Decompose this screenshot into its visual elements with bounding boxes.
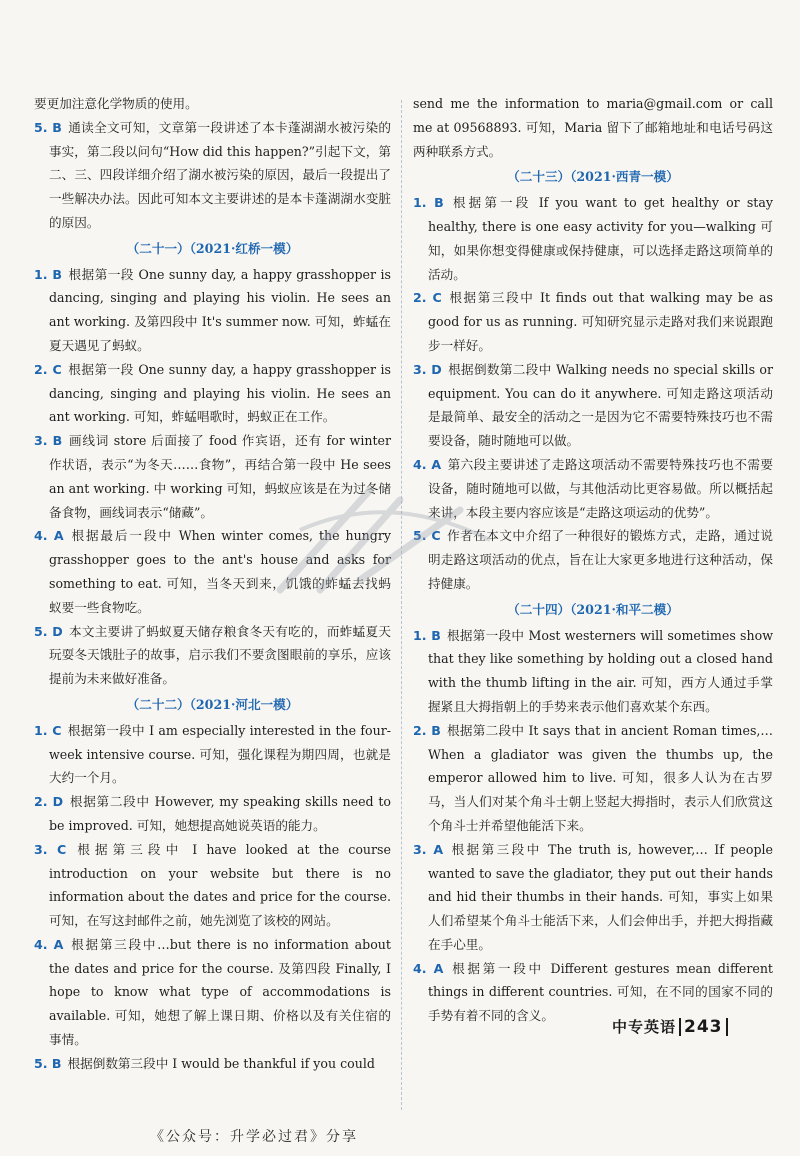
answer-number: 4. A [413,456,442,472]
answer-item [34,429,391,524]
answer-item [413,191,773,286]
answer-explanation: 根据倒数第三段中 I would be thankful if you could [67,1055,375,1071]
answer-number: 1. C [34,722,62,738]
answer-explanation: 根据第一段中 Most westerners will sometimes show that they like something by holding out a closed hand with the thumb lifting in the air. 可知，西方人通过手掌握紧且大拇指朝上的手势来表示他们喜欢某个东西。 [428,627,773,714]
answer-explanation: 根据第一段中 I am especially interested in the four-week intensive course. 可知，强化课程为期四周，也就是大约一个月。 [49,722,391,786]
answer-number: 5. B [34,119,62,135]
answer-number: 4. A [34,936,64,952]
answer-number: 5. B [34,1055,62,1071]
answer-number: 3. D [413,361,442,377]
right-column [413,92,773,1028]
answer-number: 2. C [413,290,442,306]
answer-item [34,933,391,1052]
answer-explanation: 画线词 store 后面接了 food 作宾语，还有 for winter 作状语，表示“为冬天……食物”，再结合第一段中 He sees an ant working. 中 working 可知，蚂蚁应该是在为过冬储备食物，画线词表示“储藏”。 [49,433,392,520]
page-number: 243 [679,1018,728,1036]
answer-item [413,838,773,957]
answer-item [34,358,391,429]
section-heading: （二十三）（2021·西青一模） [507,169,679,185]
book-title: 中专英语 [612,1018,677,1036]
answer-explanation: 根据第三段中 The truth is, however,… If people wanted to save the gladiator, they put out their hands and hid their thumbs in their hands. 可知，事实上如果人们希望某个角斗士能活下来，人们会伸出手，并把大拇指藏在手心里。 [428,841,773,952]
answer-number: 2. B [413,722,441,738]
section-heading: （二十二）（2021·河北一模） [126,696,299,712]
answer-explanation: 第六段主要讲述了走路这项活动不需要特殊技巧也不需要设备，随时随地可以做，与其他活动比更容易做。所以概括起来讲，本段主要内容应该是“走路这项运动的优势”。 [428,456,773,520]
answer-number: 3. A [413,841,444,857]
answer-number: 3. B [34,433,63,449]
answer-explanation: 根据第三段中…but there is no information about the dates and price for the course. 及第四段 Finally, I hope to know what type of accommodations is available. 可知，她想了解上课日期、价格以及有关住宿的事情。 [49,936,391,1048]
left-column [34,92,391,1076]
answer-item [413,286,773,357]
answer-number: 2. D [34,794,64,810]
answer-explanation: 本文主要讲了蚂蚁夏天储存粮食冬天有吃的，而蚱蜢夏天玩耍冬天饿肚子的故事，启示我们不要贪图眼前的享乐，应该提前为未来做好准备。 [49,623,391,687]
answer-explanation: 根据第二段中 It says that in ancient Roman times,… When a gladiator was given the thumbs up, the emperor allowed him to live. 可知，很多人认为在古罗马，当人们对某个角斗士朝上竖起大拇指时，表示人们欣赏这个角斗士并希望他能活下来。 [428,722,773,833]
section-heading: （二十一）（2021·红桥一模） [126,240,299,256]
answer-number: 2. C [34,361,62,377]
answer-number: 3. C [34,841,67,857]
answer-explanation: 通读全文可知，文章第一段讲述了本卡蓬湖湖水被污染的事实，第二段以问句“How did this happen?”引起下文，第二、三、四段详细介绍了湖水被污染的原因，最后一段提出了一些解决办法。因此可知本文主要讲述的是本卡蓬湖湖水变脏的原因。 [49,119,392,230]
answer-number: 1. B [34,266,63,282]
answer-number: 5. D [34,623,63,639]
answer-explanation: 根据倒数第二段中 Walking needs no special skills or equipment. You can do it anywhere. 可知走路这项活动是最简单、最安全的活动之一是因为它不需要特殊技巧也不需要设备，随时随地可以做。 [428,361,773,449]
answer-explanation: 根据第一段 If you want to get healthy or stay healthy, there is one easy activity for you—walking 可知，如果你想变得健康或保持健康，可以选择走路这项简单的活动。 [428,195,773,282]
answer-explanation: 根据第二段中 However, my speaking skills need to be improved. 可知，她想提高她说英语的能力。 [49,794,391,833]
answer-item [413,453,773,524]
answer-item [34,790,391,838]
answer-item [34,719,391,790]
answer-number: 4. A [413,960,444,976]
section-heading: （二十四）（2021·和平二模） [507,601,679,617]
answer-number: 4. A [34,528,64,544]
answer-item [34,116,391,235]
answer-item [413,624,773,719]
answer-explanation: 根据第一段 One sunny day, a happy grasshopper is dancing, singing and playing his violin. He sees an ant working. 及第四段中 It's summer now. 可知，蚱蜢在夏天遇见了蚂蚁。 [49,266,391,353]
answer-number: 1. B [413,195,444,211]
answer-number: 1. B [413,627,441,643]
answer-explanation: 根据最后一段中 When winter comes, the hungry grasshopper goes to the ant's house and asks for something to eat. 可知，当冬天到来，饥饿的蚱蜢去找蚂蚁要一些食物吃。 [49,528,391,615]
answer-explanation: 根据第一段 One sunny day, a happy grasshopper is dancing, singing and playing his violin. He sees an ant working. 可知，蚱蜢唱歌时，蚂蚁正在工作。 [49,361,391,425]
answer-explanation: 根据第一段中 Different gestures mean different things in different countries. 可知，在不同的国家不同的手势有着不同的含义。 [428,960,773,1024]
answer-item [413,358,773,453]
continued-text: 要更加注意化学物质的使用。 [34,96,198,111]
answer-item [413,524,773,595]
continued-text: send me the information to maria@gmail.com or call me at 09568893. 可知，Maria 留下了邮箱地址和电话号码这两种联系方式。 [413,96,773,159]
answer-item [34,263,391,358]
answer-explanation: 作者在本文中介绍了一种很好的锻炼方式，走路，通过说明走路这项活动的优点，旨在让大家更多地进行这种活动，保持健康。 [428,528,773,591]
share-note: 《公众号：升学必过君》分享 [150,1129,358,1145]
answer-item [34,620,391,691]
answer-item [34,524,391,619]
footer-book-title [612,1016,728,1037]
answer-item [413,719,773,838]
answer-item [34,838,391,933]
column-divider [401,100,402,1110]
answer-item [34,1052,391,1076]
answer-explanation: 根据第三段中 It finds out that walking may be as good for us as running. 可知研究显示走路对我们来说跟跑步一样好。 [428,290,773,353]
answer-explanation: 根据第三段中 I have looked at the course introduction on your website but there is no information about the dates and price for the course. 可知，在写这封邮件之前，她先浏览了该校的网站。 [49,841,391,929]
answer-number: 5. C [413,528,441,544]
